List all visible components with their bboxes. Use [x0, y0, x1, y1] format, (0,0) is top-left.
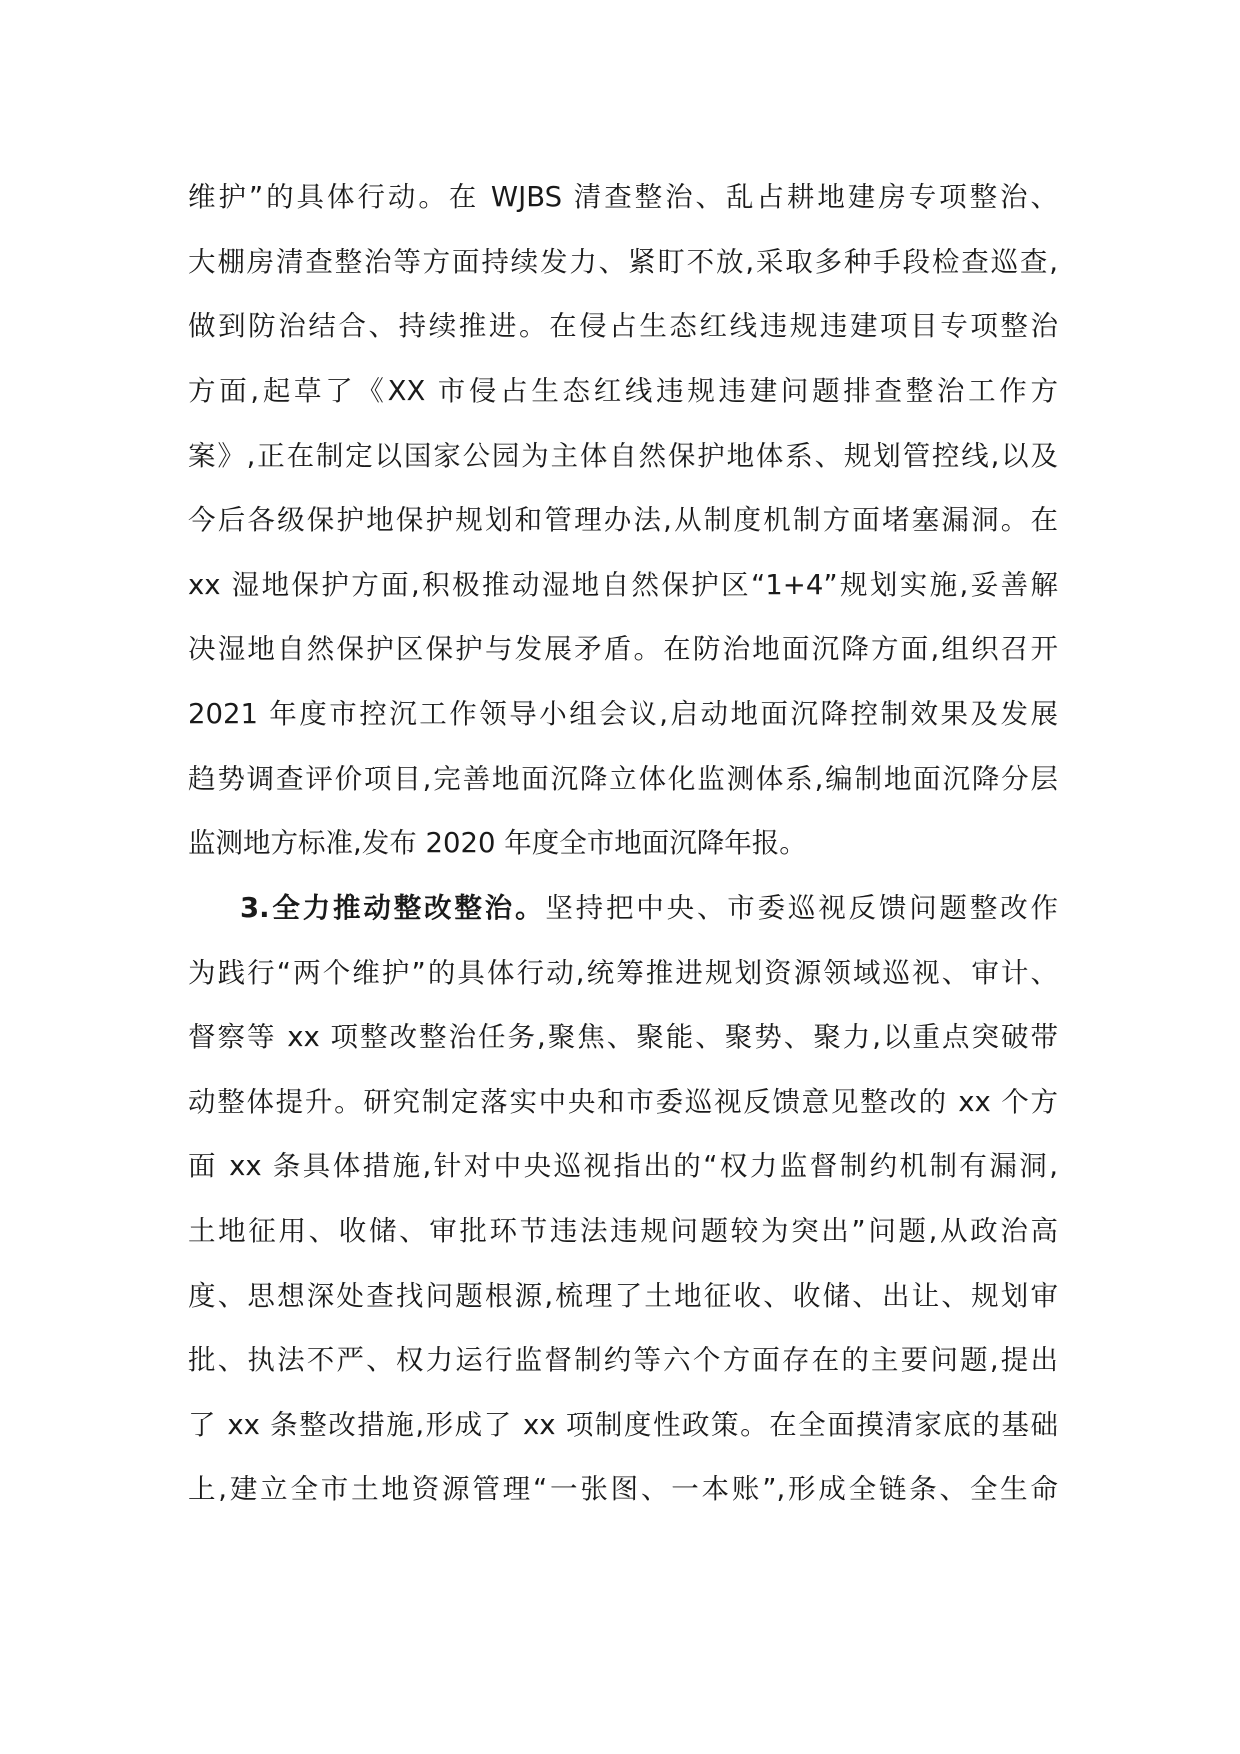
paragraph-line: 今后各级保护地保护规划和管理办法,从制度机制方面堵塞漏洞。在 [188, 504, 1058, 536]
paragraph-line: 2021 年度市控沉工作领导小组会议,启动地面沉降控制效果及发展 [188, 698, 1058, 730]
paragraph-line: 土地征用、收储、审批环节违法违规问题较为突出”问题,从政治高 [188, 1215, 1058, 1247]
paragraph-line: 督察等 xx 项整改整治任务,聚焦、聚能、聚势、聚力,以重点突破带 [188, 1021, 1058, 1053]
section-heading: 3.全力推动整改整治。 [240, 892, 546, 924]
paragraph-line: 决湿地自然保护区保护与发展矛盾。在防治地面沉降方面,组织召开 [188, 633, 1058, 665]
paragraph-line: 了 xx 条整改措施,形成了 xx 项制度性政策。在全面摸清家底的基础 [188, 1409, 1058, 1441]
paragraph-line: 方面,起草了《XX 市侵占生态红线违规违建问题排查整治工作方 [188, 375, 1058, 407]
paragraph-line: 案》,正在制定以国家公园为主体自然保护地体系、规划管控线,以及 [188, 440, 1058, 472]
paragraph-line: 为践行“两个维护”的具体行动,统筹推进规划资源领域巡视、审计、 [188, 957, 1058, 989]
paragraph-line: 监测地方标准,发布 2020 年度全市地面沉降年报。 [188, 827, 807, 859]
paragraph-line: 维护”的具体行动。在 WJBS 清查整治、乱占耕地建房专项整治、 [188, 181, 1058, 213]
paragraph-line: 趋势调查评价项目,完善地面沉降立体化监测体系,编制地面沉降分层 [188, 763, 1058, 795]
paragraph-line: 面 xx 条具体措施,针对中央巡视指出的“权力监督制约机制有漏洞, [188, 1150, 1058, 1182]
paragraph-line: 批、执法不严、权力运行监督制约等六个方面存在的主要问题,提出 [188, 1344, 1058, 1376]
paragraph-line: xx 湿地保护方面,积极推动湿地自然保护区“1+4”规划实施,妥善解 [188, 569, 1058, 601]
paragraph-line: 动整体提升。研究制定落实中央和市委巡视反馈意见整改的 xx 个方 [188, 1086, 1058, 1118]
paragraph-line: 大棚房清查整治等方面持续发力、紧盯不放,采取多种手段检查巡查, [188, 246, 1058, 278]
paragraph-first-line [240, 886, 1058, 930]
paragraph-line: 上,建立全市土地资源管理“一张图、一本账”,形成全链条、全生命 [188, 1473, 1058, 1505]
paragraph-text: 坚持把中央、市委巡视反馈问题整改作 [545, 892, 1058, 924]
paragraph-line: 度、思想深处查找问题根源,梳理了土地征收、收储、出让、规划审 [188, 1280, 1058, 1312]
paragraph-line: 做到防治结合、持续推进。在侵占生态红线违规违建项目专项整治 [188, 310, 1058, 342]
